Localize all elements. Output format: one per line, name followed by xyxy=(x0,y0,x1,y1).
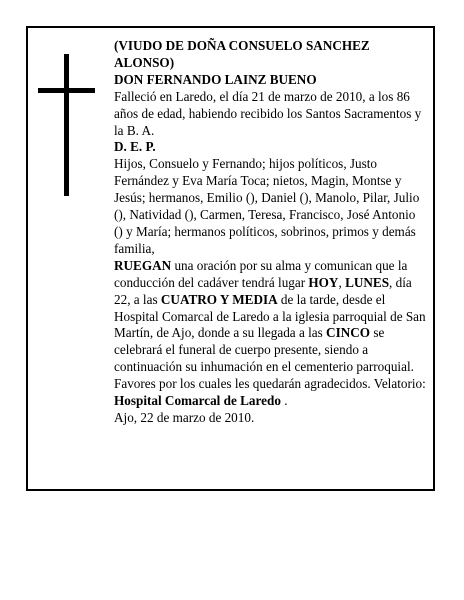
request-text-2: , xyxy=(338,274,346,290)
place-date: Ajo, 22 de marzo de 2010. xyxy=(114,409,255,425)
ruegan-label: RUEGAN xyxy=(114,257,172,273)
request-text-3: , día 22, a las xyxy=(114,274,412,307)
dep-label: D. E. P. xyxy=(114,139,156,155)
request-paragraph xyxy=(114,258,426,410)
cross-icon xyxy=(64,54,69,196)
family-list: Hijos, Consuelo y Fernando; hijos políticos, Justo Fernández y Eva María Toca; nietos, Magin, Montse y Jesús; hermanos, Emilio (), Daniel (), Manolo, Pilar, Julio (), Natividad (), Carmen, Teresa, Francisco, José Antonio () y María; hermanos políticos, sobrinos, primos y demás familia, xyxy=(114,156,420,256)
request-text-1: una oración por su alma y comunican que la conducción del cadáver tendrá lugar xyxy=(114,257,408,290)
request-text-4: de la tarde, desde el Hospital Comarcal de Laredo a la iglesia parroquial de San Martín, de Ajo, donde a su llegada a las xyxy=(114,291,426,341)
obituary-text xyxy=(114,38,426,427)
request-text-6: . xyxy=(280,393,288,409)
velatorio-place: Hospital Comarcal de Laredo xyxy=(114,393,281,409)
death-info: Falleció en Laredo, el día 21 de marzo de 2010, a los 86 años de edad, habiendo recibido los Santos Sacramentos y la B. A. xyxy=(114,88,422,138)
widower-line: (VIUDO DE DOÑA CONSUELO SANCHEZ ALONSO) xyxy=(114,38,370,70)
deceased-name: DON FERNANDO LAINZ BUENO xyxy=(114,71,317,87)
lunes-label: LUNES xyxy=(345,274,390,290)
hora-label: CUATRO Y MEDIA xyxy=(160,291,278,307)
cross-icon-bar xyxy=(38,88,95,93)
cinco-label: CINCO xyxy=(326,325,371,341)
hoy-label: HOY xyxy=(308,274,339,290)
request-text-5: se celebrará el funeral de cuerpo presente, siendo a continuación su inhumación en el cementerio parroquial. Favores por los cuales les quedarán agradecidos. Velatorio: xyxy=(114,325,426,392)
